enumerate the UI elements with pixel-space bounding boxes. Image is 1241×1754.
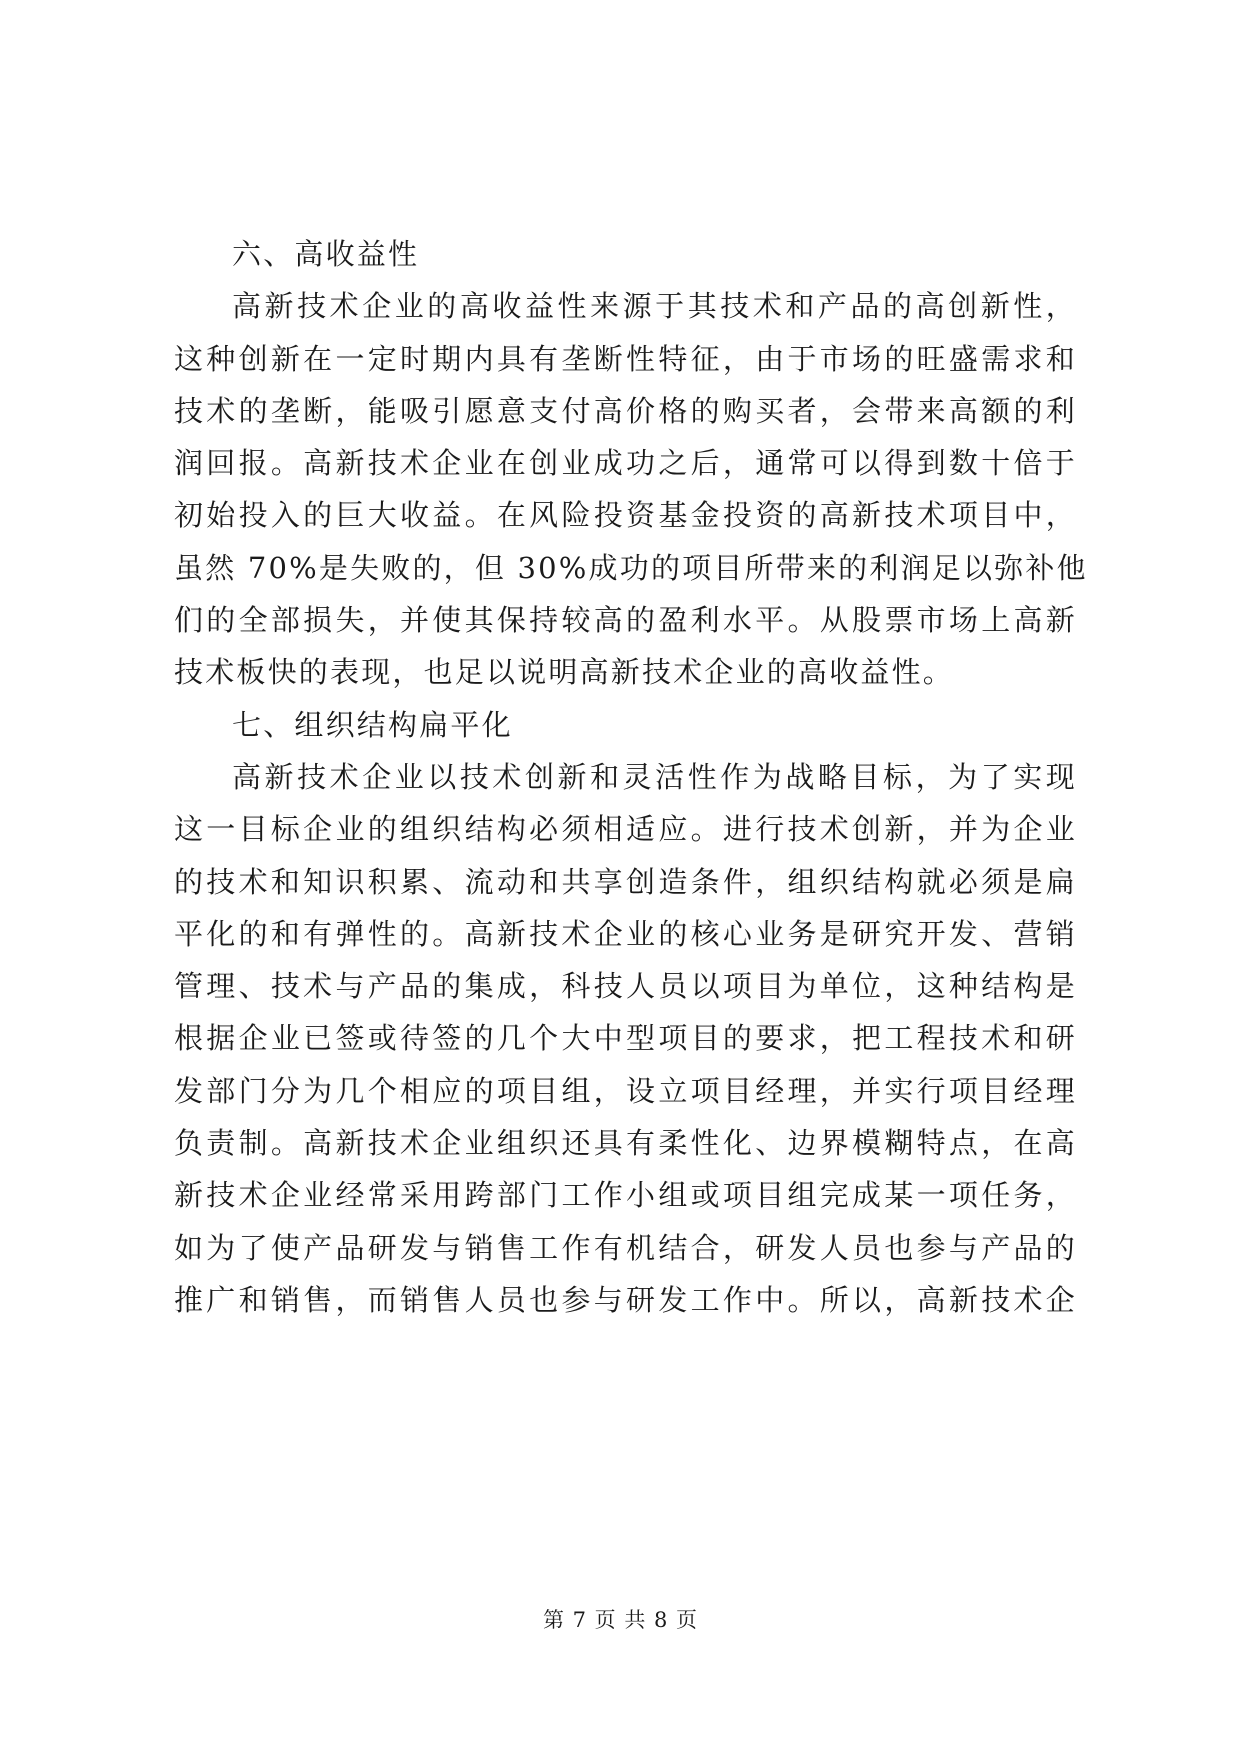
paragraph-line: 润回报。高新技术企业在创业成功之后，通常可以得到数十倍于 — [174, 446, 1077, 481]
paragraph-line: 平化的和有弹性的。高新技术企业的核心业务是研究开发、营销 — [174, 916, 1077, 951]
document-body — [174, 228, 1088, 1326]
paragraph-line: 的技术和知识积累、流动和共享创造条件，组织结构就必须是扁 — [174, 864, 1077, 899]
paragraph-line: 如为了使产品研发与销售工作有机结合，研发人员也参与产品的 — [174, 1230, 1077, 1265]
paragraph-line: 管理、技术与产品的集成，科技人员以项目为单位，这种结构是 — [174, 969, 1077, 1004]
section-heading-6 — [232, 228, 1077, 280]
heading-text: 七、组织结构扁平化 — [232, 707, 513, 742]
paragraph-line: 技术板快的表现，也足以说明高新技术企业的高收益性。 — [174, 655, 955, 690]
paragraph-line: 初始投入的巨大收益。在风险投资基金投资的高新技术项目中， — [174, 498, 1077, 533]
paragraph-line: 这种创新在一定时期内具有垄断性特征，由于市场的旺盛需求和 — [174, 341, 1077, 376]
page-number-footer: 第 7 页 共 8 页 — [542, 1608, 699, 1632]
paragraph-line: 高新技术企业的高收益性来源于其技术和产品的高创新性， — [232, 289, 1077, 324]
paragraph-line: 负责制。高新技术企业组织还具有柔性化、边界模糊特点，在高 — [174, 1126, 1077, 1161]
paragraph-line: 发部门分为几个相应的项目组，设立项目经理，并实行项目经理 — [174, 1073, 1077, 1108]
paragraph — [174, 280, 1088, 698]
paragraph-line: 技术的垄断，能吸引愿意支付高价格的购买者，会带来高额的利 — [174, 393, 1077, 428]
paragraph-line: 根据企业已签或待签的几个大中型项目的要求，把工程技术和研 — [174, 1021, 1077, 1056]
paragraph-line: 新技术企业经常采用跨部门工作小组或项目组完成某一项任务， — [174, 1178, 1077, 1213]
paragraph-line: 推广和销售，而销售人员也参与研发工作中。所以，高新技术企 — [174, 1282, 1077, 1317]
paragraph-line: 们的全部损失，并使其保持较高的盈利水平。从股票市场上高新 — [174, 603, 1077, 638]
paragraph-line: 虽然 70%是失败的，但 30%成功的项目所带来的利润足以弥补他 — [174, 550, 1088, 585]
heading-text: 六、高收益性 — [232, 237, 420, 271]
paragraph-line: 高新技术企业以技术创新和灵活性作为战略目标，为了实现 — [232, 759, 1077, 794]
paragraph-line: 这一目标企业的组织结构必须相适应。进行技术创新，并为企业 — [174, 812, 1077, 847]
section-heading-7 — [232, 699, 1077, 751]
paragraph — [174, 751, 1077, 1326]
